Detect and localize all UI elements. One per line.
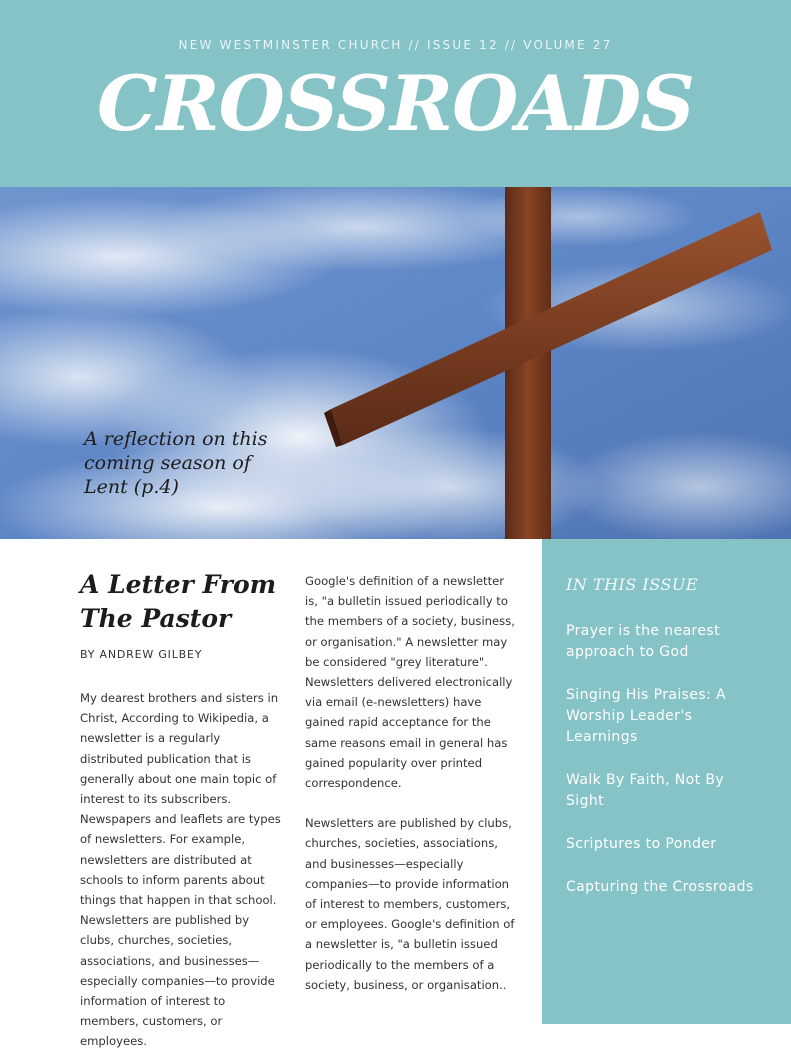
in-this-issue-sidebar xyxy=(542,539,791,1024)
masthead-banner xyxy=(0,0,791,187)
article-column-2 xyxy=(305,571,515,995)
sidebar-item-capturing[interactable]: Capturing the Crossroads xyxy=(566,879,754,895)
sidebar-heading: IN THIS ISSUE xyxy=(566,575,699,594)
article-body-1: My dearest brothers and sisters in Christ, According to Wikipedia, a newsletter is a regularly distributed publication that is generally about one main topic of interest to its subscribers. Newspapers and leaflets are types of newsletters. For example, newsletters are distributed at schools to inform parents about things that happen in that school. Newsletters are published by clubs, churches, societies, associations, and businesses—especially companies—to provide information of interest to members, customers, or employees. xyxy=(80,691,281,1049)
newsletter-title: CROSSROADS xyxy=(96,59,695,148)
hero-caption: A reflection on this coming season of Lent (p.4) xyxy=(84,428,268,498)
sidebar-item-walk-by-faith[interactable]: Walk By Faith, Not By Sight xyxy=(566,772,725,809)
sidebar-item-scriptures[interactable]: Scriptures to Ponder xyxy=(566,836,717,852)
sidebar-item-singing[interactable]: Singing His Praises: A Worship Leader's Learnings xyxy=(566,687,726,745)
issue-info: NEW WESTMINSTER CHURCH // ISSUE 12 // VOLUME 27 xyxy=(178,38,613,52)
article-body-3: Newsletters are published by clubs, churches, societies, associations, and businesses—especially companies—to provide information of interest to members, customers, or employees. Google's definition of a newsletter is, "a bulletin issued periodically to the members of a society, business, or organisation.. xyxy=(305,816,515,992)
sidebar-list xyxy=(566,621,766,920)
article-byline: BY ANDREW GILBEY xyxy=(80,648,203,661)
hero-image xyxy=(0,187,791,539)
article-body-2: Google's definition of a newsletter is, "a bulletin issued periodically to the members of a society, business, or organisation." A newsletter may be considered "grey literature". Newsletters delivered electronically via email (e-newsletters) have gained rapid acceptance for the same reasons email in general has gained popularity over printed correspondence. xyxy=(305,574,515,791)
article-column-1 xyxy=(80,568,285,1052)
sidebar-item-prayer[interactable]: Prayer is the nearest approach to God xyxy=(566,623,721,660)
article-title: A Letter From The Pastor xyxy=(80,570,277,633)
